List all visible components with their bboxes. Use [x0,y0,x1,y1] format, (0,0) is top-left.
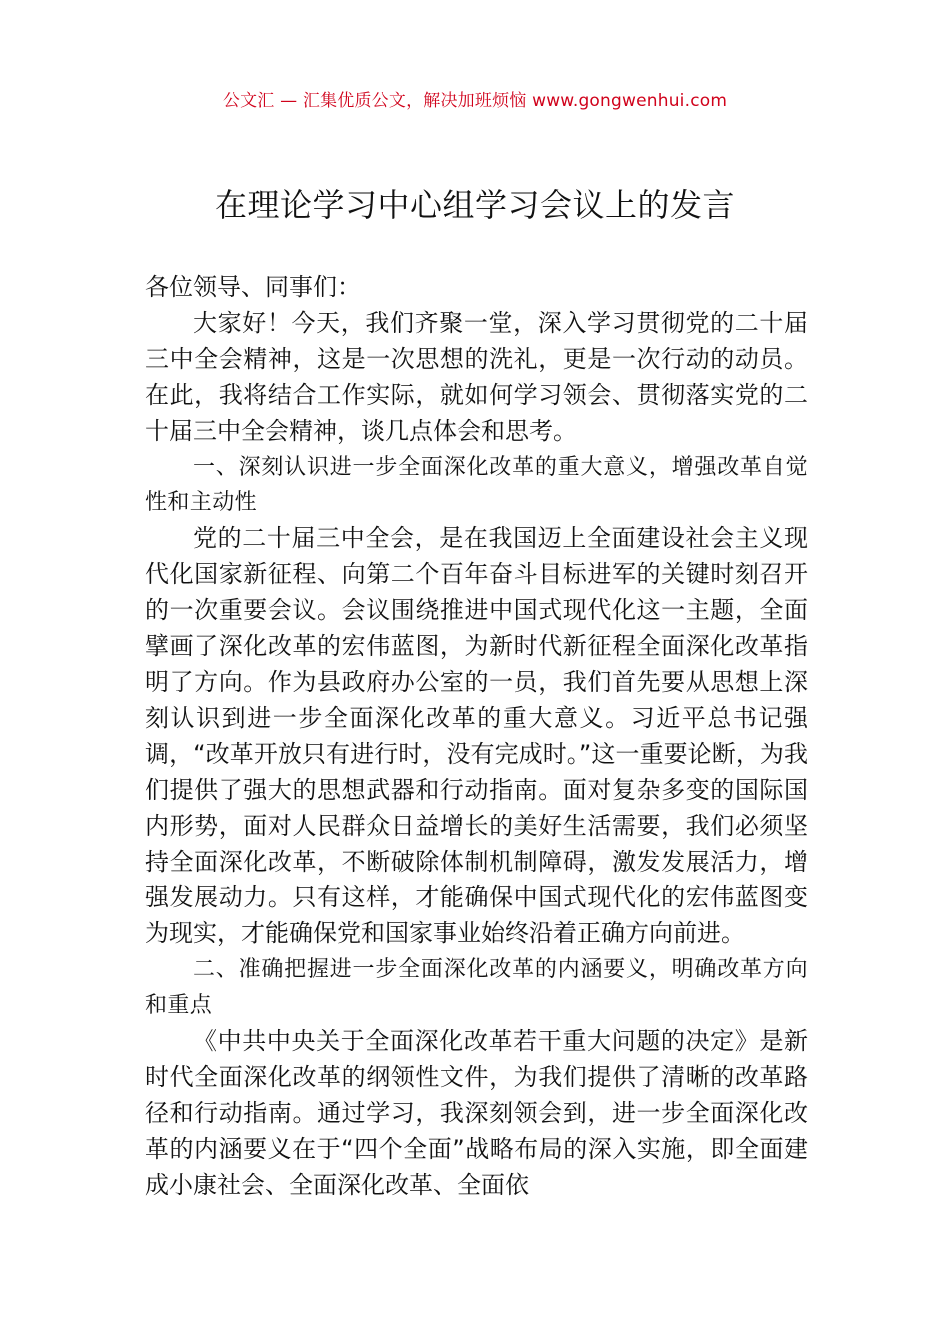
salutation: 各位领导、同事们： [145,273,361,301]
section-heading-2: 二、准确把握进一步全面深化改革的内涵要义，明确改革方向和重点 [145,957,808,1019]
document-title: 在理论学习中心组学习会议上的发言 [214,186,735,224]
document-body [145,270,808,1204]
paragraph-section-1: 党的二十届三中全会，是在我国迈上全面建设社会主义现代化国家新征程、向第二个百年奋斗目标进军的关键时刻召开的一次重要会议。会议围绕推进中国式现代化这一主题，全面擘画了深化改革的宏伟蓝图，为新时代新征程全面深化改革指明了方向。作为县政府办公室的一员，我们首先要从思想上深刻认识到进一步全面深化改革的重大意义。习近平总书记强调，“改革开放只有进行时，没有完成时。”这一重要论断，为我们提供了强大的思想武器和行动指南。面对复杂多变的国际国内形势，面对人民群众日益增长的美好生活需要，我们必须坚持全面深化改革，不断破除体制机制障碍，激发发展活力，增强发展动力。只有这样，才能确保中国式现代化的宏伟蓝图变为现实，才能确保党和国家事业始终沿着正确方向前进。 [145,524,808,948]
section-heading-1: 一、深刻认识进一步全面深化改革的重大意义，增强改革自觉性和主动性 [145,454,808,516]
header-watermark-note: 公文汇 — 汇集优质公文，解决加班烦恼 www.gongwenhui.com [222,91,728,111]
paragraph-intro: 大家好！今天，我们齐聚一堂，深入学习贯彻党的二十届三中全会精神，这是一次思想的洗礼，更是一次行动的动员。在此，我将结合工作实际，就如何学习领会、贯彻落实党的二十届三中全会精神，谈几点体会和思考。 [145,308,808,445]
paragraph-section-2: 《中共中央关于全面深化改革若干重大问题的决定》是新时代全面深化改革的纲领性文件，为我们提供了清晰的改革路径和行动指南。通过学习，我深刻领会到，进一步全面深化改革的内涵要义在于“四个全面”战略布局的深入实施，即全面建成小康社会、全面深化改革、全面依 [145,1027,808,1199]
